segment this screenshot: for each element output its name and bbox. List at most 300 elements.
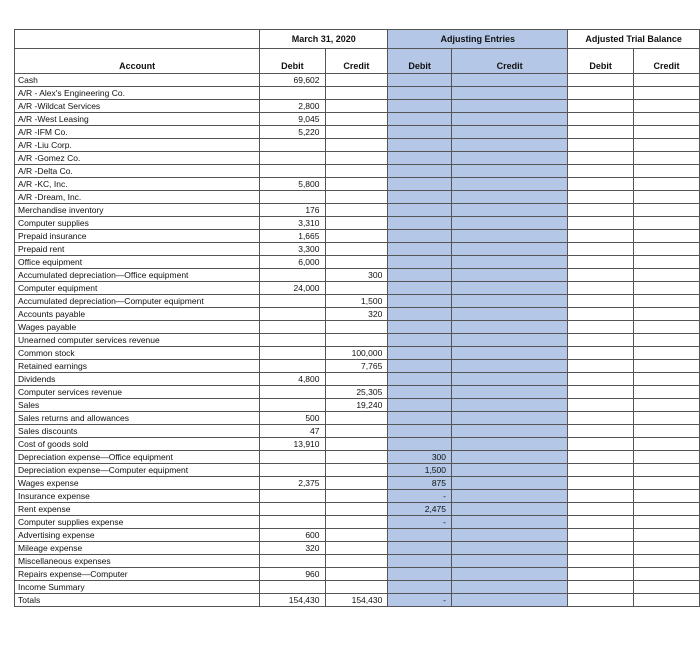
adjusting-debit-cell[interactable] [388,295,452,308]
account-name-cell: Sales returns and allowances [15,412,260,425]
adjusted-credit-cell[interactable] [633,555,699,568]
adjusted-debit-cell[interactable] [568,516,634,529]
credit-cell[interactable] [325,451,388,464]
adjusting-credit-cell[interactable] [452,516,568,529]
credit-cell[interactable] [325,191,388,204]
adjusting-credit-cell[interactable] [452,503,568,516]
adjusting-credit-cell[interactable] [452,451,568,464]
account-name-cell: Advertising expense [15,529,260,542]
adjusted-credit-cell[interactable] [633,256,699,269]
adjusting-credit-cell[interactable] [452,74,568,87]
adjusted-debit-cell[interactable] [568,451,634,464]
adjusting-debit-cell[interactable] [388,256,452,269]
table-row [15,204,700,217]
table-row [15,256,700,269]
adjusting-debit-cell[interactable] [388,542,452,555]
account-name-cell: Sales [15,399,260,412]
adjusted-credit-cell[interactable] [633,152,699,165]
debit-cell[interactable] [260,269,325,282]
table-row [15,464,700,477]
debit-cell[interactable] [260,321,325,334]
adjusted-credit-cell[interactable] [633,360,699,373]
table-row [15,282,700,295]
adjusting-credit-cell[interactable] [452,165,568,178]
account-name-cell: Miscellaneous expenses [15,555,260,568]
debit-cell[interactable] [260,87,325,100]
credit-cell[interactable] [325,516,388,529]
credit-cell[interactable] [325,165,388,178]
adjusted-credit-cell[interactable] [633,217,699,230]
adjusted-credit-cell[interactable] [633,204,699,217]
adjusted-debit-cell[interactable] [568,360,634,373]
credit-cell[interactable] [325,555,388,568]
account-name-cell: A/R - Alex's Engineering Co. [15,87,260,100]
adjusting-debit-cell[interactable] [388,74,452,87]
debit-cell[interactable]: 2,800 [260,100,325,113]
account-name-cell: Dividends [15,373,260,386]
adjusted-debit-cell[interactable] [568,217,634,230]
adjusting-debit-cell[interactable] [388,581,452,594]
adjusted-debit-cell[interactable] [568,425,634,438]
atb-credit-column-header: Credit [633,49,699,74]
adjusting-debit-cell[interactable] [388,568,452,581]
debit-cell[interactable]: 5,800 [260,178,325,191]
debit-cell[interactable]: 2,375 [260,477,325,490]
adjusted-debit-cell[interactable] [568,139,634,152]
adjusting-credit-cell[interactable] [452,581,568,594]
account-name-cell: Depreciation expense—Computer equipment [15,464,260,477]
account-name-cell: Rent expense [15,503,260,516]
debit-cell[interactable]: 3,300 [260,243,325,256]
adjusted-debit-cell[interactable] [568,295,634,308]
table-row [15,529,700,542]
adjusting-credit-cell[interactable] [452,555,568,568]
account-name-cell: Office equipment [15,256,260,269]
credit-cell[interactable] [325,464,388,477]
adjusting-credit-cell[interactable] [452,230,568,243]
debit-cell[interactable] [260,152,325,165]
adjusting-credit-cell[interactable] [452,139,568,152]
adjusted-debit-cell[interactable] [568,555,634,568]
adjusted-debit-cell[interactable] [568,100,634,113]
debit-cell[interactable] [260,490,325,503]
adjusting-debit-cell[interactable] [388,555,452,568]
adjusting-credit-cell[interactable] [452,490,568,503]
credit-cell[interactable] [325,152,388,165]
credit-cell[interactable] [325,373,388,386]
table-row [15,386,700,399]
adjusted-debit-cell[interactable] [568,464,634,477]
account-name-cell: Common stock [15,347,260,360]
table-row [15,126,700,139]
adjusting-debit-cell[interactable] [388,204,452,217]
adjusting-credit-cell[interactable] [452,425,568,438]
adjusting-debit-cell[interactable] [388,438,452,451]
adjusted-debit-cell[interactable] [568,87,634,100]
adjusted-credit-cell[interactable] [633,581,699,594]
adjusted-credit-cell[interactable] [633,568,699,581]
adjusted-debit-cell[interactable] [568,243,634,256]
credit-cell[interactable]: 154,430 [325,594,388,607]
credit-cell[interactable] [325,139,388,152]
adjusted-debit-cell[interactable] [568,490,634,503]
debit-cell[interactable] [260,451,325,464]
debit-cell[interactable]: 13,910 [260,438,325,451]
adjusting-credit-cell[interactable] [452,412,568,425]
table-row [15,360,700,373]
table-row [15,425,700,438]
table-row [15,191,700,204]
adjusting-credit-cell[interactable] [452,87,568,100]
adjusted-debit-cell[interactable] [568,542,634,555]
atb-debit-column-header: Debit [568,49,634,74]
adjusted-credit-cell[interactable] [633,87,699,100]
adjusting-credit-cell[interactable] [452,438,568,451]
worksheet-table [14,29,700,607]
adjusting-credit-cell[interactable] [452,464,568,477]
adjusted-debit-cell[interactable] [568,256,634,269]
adjusted-credit-cell[interactable] [633,243,699,256]
table-row [15,490,700,503]
credit-cell[interactable] [325,74,388,87]
debit-cell[interactable]: 154,430 [260,594,325,607]
debit-cell[interactable] [260,464,325,477]
table-row [15,438,700,451]
account-name-cell: Insurance expense [15,490,260,503]
credit-cell[interactable]: 1,500 [325,295,388,308]
adjusted-credit-cell[interactable] [633,373,699,386]
debit-cell[interactable]: 960 [260,568,325,581]
column-header-row [15,49,700,74]
adjusted-debit-cell[interactable] [568,126,634,139]
debit-cell[interactable]: 1,665 [260,230,325,243]
adjusting-debit-cell[interactable] [388,412,452,425]
adjusted-credit-cell[interactable] [633,191,699,204]
adjusting-debit-cell[interactable] [388,308,452,321]
adjusted-debit-cell[interactable] [568,230,634,243]
adjusting-debit-cell[interactable] [388,334,452,347]
debit-cell[interactable] [260,295,325,308]
credit-cell[interactable] [325,126,388,139]
adjusting-credit-cell[interactable] [452,321,568,334]
adjusting-debit-cell[interactable] [388,191,452,204]
debit-cell[interactable] [260,581,325,594]
adjusting-debit-cell[interactable]: - [388,516,452,529]
credit-cell[interactable] [325,100,388,113]
adjusted-credit-cell[interactable] [633,412,699,425]
credit-cell[interactable] [325,113,388,126]
adjusted-debit-cell[interactable] [568,477,634,490]
adjusted-credit-cell[interactable] [633,113,699,126]
adjusting-credit-cell[interactable] [452,191,568,204]
account-name-cell: Income Summary [15,581,260,594]
adjusting-credit-cell[interactable] [452,256,568,269]
adjusted-credit-cell[interactable] [633,451,699,464]
debit-cell[interactable] [260,360,325,373]
adjusting-debit-cell[interactable]: - [388,594,452,607]
adjusted-credit-cell[interactable] [633,425,699,438]
adjusted-credit-cell[interactable] [633,438,699,451]
adjusted-debit-cell[interactable] [568,204,634,217]
adjusted-credit-cell[interactable] [633,347,699,360]
adjusting-debit-cell[interactable] [388,321,452,334]
credit-cell[interactable] [325,438,388,451]
account-name-cell: Depreciation expense—Office equipment [15,451,260,464]
credit-cell[interactable]: 320 [325,308,388,321]
adjusting-debit-cell[interactable]: 300 [388,451,452,464]
account-name-cell: Cash [15,74,260,87]
credit-cell[interactable] [325,529,388,542]
adjusted-debit-cell[interactable] [568,373,634,386]
adjusting-debit-cell[interactable] [388,217,452,230]
adjusting-debit-cell[interactable]: - [388,490,452,503]
debit-cell[interactable]: 600 [260,529,325,542]
account-name-cell: A/R -Dream, Inc. [15,191,260,204]
adjusted-debit-cell[interactable] [568,529,634,542]
adjusting-debit-cell[interactable] [388,347,452,360]
account-name-cell: A/R -West Leasing [15,113,260,126]
adjusting-credit-cell[interactable] [452,373,568,386]
adjusting-credit-cell[interactable] [452,217,568,230]
adjusted-credit-cell[interactable] [633,178,699,191]
adjusting-debit-cell[interactable] [388,373,452,386]
credit-cell[interactable] [325,243,388,256]
adjusting-credit-cell[interactable] [452,594,568,607]
adjusting-credit-cell[interactable] [452,308,568,321]
adjusting-debit-cell[interactable] [388,230,452,243]
credit-cell[interactable] [325,412,388,425]
adjusting-debit-cell[interactable] [388,139,452,152]
credit-cell[interactable] [325,490,388,503]
adjusting-debit-cell[interactable] [388,178,452,191]
adjusting-debit-cell[interactable] [388,126,452,139]
adj-debit-column-header: Debit [388,49,452,74]
debit-cell[interactable]: 9,045 [260,113,325,126]
credit-cell[interactable]: 300 [325,269,388,282]
adjusting-credit-cell[interactable] [452,347,568,360]
adjusted-credit-cell[interactable] [633,321,699,334]
adjusting-debit-cell[interactable]: 1,500 [388,464,452,477]
adjusting-credit-cell[interactable] [452,334,568,347]
table-row [15,87,700,100]
debit-cell[interactable]: 6,000 [260,256,325,269]
adjusted-credit-cell[interactable] [633,529,699,542]
credit-cell[interactable] [325,503,388,516]
adjusted-credit-cell[interactable] [633,308,699,321]
adjusting-credit-cell[interactable] [452,204,568,217]
adjusted-credit-cell[interactable] [633,295,699,308]
table-row [15,594,700,607]
adjusting-debit-cell[interactable] [388,360,452,373]
adjusted-debit-cell[interactable] [568,308,634,321]
adjusting-credit-cell[interactable] [452,100,568,113]
adjusting-credit-cell[interactable] [452,529,568,542]
adjusted-credit-cell[interactable] [633,542,699,555]
adjusting-debit-cell[interactable] [388,282,452,295]
adjusted-credit-cell[interactable] [633,334,699,347]
debit-cell[interactable] [260,139,325,152]
table-row [15,243,700,256]
adjusted-credit-cell[interactable] [633,100,699,113]
adjusting-credit-cell[interactable] [452,113,568,126]
table-row [15,217,700,230]
debit-cell[interactable]: 24,000 [260,282,325,295]
adjusted-credit-cell[interactable] [633,269,699,282]
adjusting-debit-cell[interactable] [388,529,452,542]
adjusted-credit-cell[interactable] [633,165,699,178]
credit-cell[interactable]: 7,765 [325,360,388,373]
adjusted-credit-cell[interactable] [633,126,699,139]
table-row [15,542,700,555]
adjusted-credit-cell[interactable] [633,399,699,412]
adjusted-debit-cell[interactable] [568,191,634,204]
table-row [15,165,700,178]
credit-cell[interactable] [325,568,388,581]
debit-cell[interactable] [260,347,325,360]
adjusting-debit-cell[interactable] [388,87,452,100]
adjusted-debit-cell[interactable] [568,399,634,412]
adjusting-credit-cell[interactable] [452,568,568,581]
adjusting-debit-cell[interactable]: 2,475 [388,503,452,516]
account-name-cell: A/R -IFM Co. [15,126,260,139]
adjusted-credit-cell[interactable] [633,139,699,152]
table-row [15,373,700,386]
adjusting-debit-cell[interactable] [388,113,452,126]
adjusted-debit-cell[interactable] [568,438,634,451]
adjusted-debit-cell[interactable] [568,113,634,126]
table-row [15,477,700,490]
credit-cell[interactable] [325,256,388,269]
credit-cell[interactable] [325,178,388,191]
adjusted-debit-cell[interactable] [568,165,634,178]
adjusted-debit-cell[interactable] [568,594,634,607]
adjusted-debit-cell[interactable] [568,321,634,334]
adjusting-debit-cell[interactable] [388,425,452,438]
adjusting-credit-cell[interactable] [452,178,568,191]
table-row [15,581,700,594]
adjusted-debit-cell[interactable] [568,152,634,165]
adjusted-credit-cell[interactable] [633,503,699,516]
credit-cell[interactable] [325,321,388,334]
debit-cell[interactable]: 3,310 [260,217,325,230]
adjusted-debit-cell[interactable] [568,334,634,347]
adjusted-debit-cell[interactable] [568,282,634,295]
adjusting-credit-cell[interactable] [452,399,568,412]
adjusted-debit-cell[interactable] [568,503,634,516]
adjusting-credit-cell[interactable] [452,386,568,399]
credit-cell[interactable] [325,87,388,100]
adjusting-credit-cell[interactable] [452,269,568,282]
adjusting-credit-cell[interactable] [452,477,568,490]
adjusting-debit-cell[interactable] [388,269,452,282]
debit-cell[interactable] [260,165,325,178]
credit-cell[interactable] [325,581,388,594]
table-row [15,555,700,568]
adjusting-debit-cell[interactable] [388,243,452,256]
debit-cell[interactable]: 320 [260,542,325,555]
debit-cell[interactable] [260,399,325,412]
adjusted-credit-cell[interactable] [633,490,699,503]
credit-cell[interactable]: 25,305 [325,386,388,399]
credit-cell[interactable] [325,204,388,217]
debit-cell[interactable]: 4,800 [260,373,325,386]
adjusted-credit-cell[interactable] [633,74,699,87]
adjusted-credit-cell[interactable] [633,464,699,477]
adjusted-credit-cell[interactable] [633,230,699,243]
adjusting-debit-cell[interactable] [388,386,452,399]
debit-cell[interactable]: 176 [260,204,325,217]
debit-cell[interactable] [260,334,325,347]
adjusted-debit-cell[interactable] [568,269,634,282]
adjusted-debit-cell[interactable] [568,412,634,425]
credit-cell[interactable] [325,230,388,243]
adjusted-debit-cell[interactable] [568,178,634,191]
adjusting-credit-cell[interactable] [452,360,568,373]
credit-cell[interactable] [325,282,388,295]
adjusted-credit-cell[interactable] [633,386,699,399]
adjusted-debit-cell[interactable] [568,568,634,581]
debit-cell[interactable]: 500 [260,412,325,425]
adjusted-debit-cell[interactable] [568,347,634,360]
account-name-cell: Computer supplies [15,217,260,230]
adjusting-credit-cell[interactable] [452,243,568,256]
adjusted-debit-cell[interactable] [568,386,634,399]
adjusted-trial-balance-header: Adjusted Trial Balance [568,30,700,49]
credit-cell[interactable]: 100,000 [325,347,388,360]
debit-cell[interactable] [260,308,325,321]
credit-cell[interactable] [325,334,388,347]
debit-cell[interactable] [260,555,325,568]
adjusting-debit-cell[interactable]: 875 [388,477,452,490]
account-name-cell: Computer supplies expense [15,516,260,529]
credit-cell[interactable] [325,217,388,230]
adjusted-credit-cell[interactable] [633,282,699,295]
table-row [15,412,700,425]
adjusting-credit-cell[interactable] [452,282,568,295]
adjusted-credit-cell[interactable] [633,477,699,490]
account-header-spacer [15,30,260,49]
adjusting-debit-cell[interactable] [388,399,452,412]
adjusting-debit-cell[interactable] [388,100,452,113]
adjusted-credit-cell[interactable] [633,594,699,607]
debit-cell[interactable]: 69,602 [260,74,325,87]
debit-cell[interactable] [260,503,325,516]
adjusted-debit-cell[interactable] [568,581,634,594]
credit-cell[interactable]: 19,240 [325,399,388,412]
account-name-cell: Repairs expense—Computer [15,568,260,581]
adjusting-debit-cell[interactable] [388,152,452,165]
debit-cell[interactable] [260,516,325,529]
adjusting-credit-cell[interactable] [452,542,568,555]
adjusting-credit-cell[interactable] [452,152,568,165]
adjusting-credit-cell[interactable] [452,126,568,139]
credit-cell[interactable] [325,542,388,555]
adjusting-credit-cell[interactable] [452,295,568,308]
adjusted-debit-cell[interactable] [568,74,634,87]
credit-cell[interactable] [325,477,388,490]
account-name-cell: Wages payable [15,321,260,334]
debit-cell[interactable]: 47 [260,425,325,438]
account-name-cell: Accumulated depreciation—Computer equipment [15,295,260,308]
debit-cell[interactable] [260,191,325,204]
account-name-cell: Accounts payable [15,308,260,321]
adjusting-debit-cell[interactable] [388,165,452,178]
adjusted-credit-cell[interactable] [633,516,699,529]
table-row [15,152,700,165]
debit-cell[interactable]: 5,220 [260,126,325,139]
debit-cell[interactable] [260,386,325,399]
credit-cell[interactable] [325,425,388,438]
